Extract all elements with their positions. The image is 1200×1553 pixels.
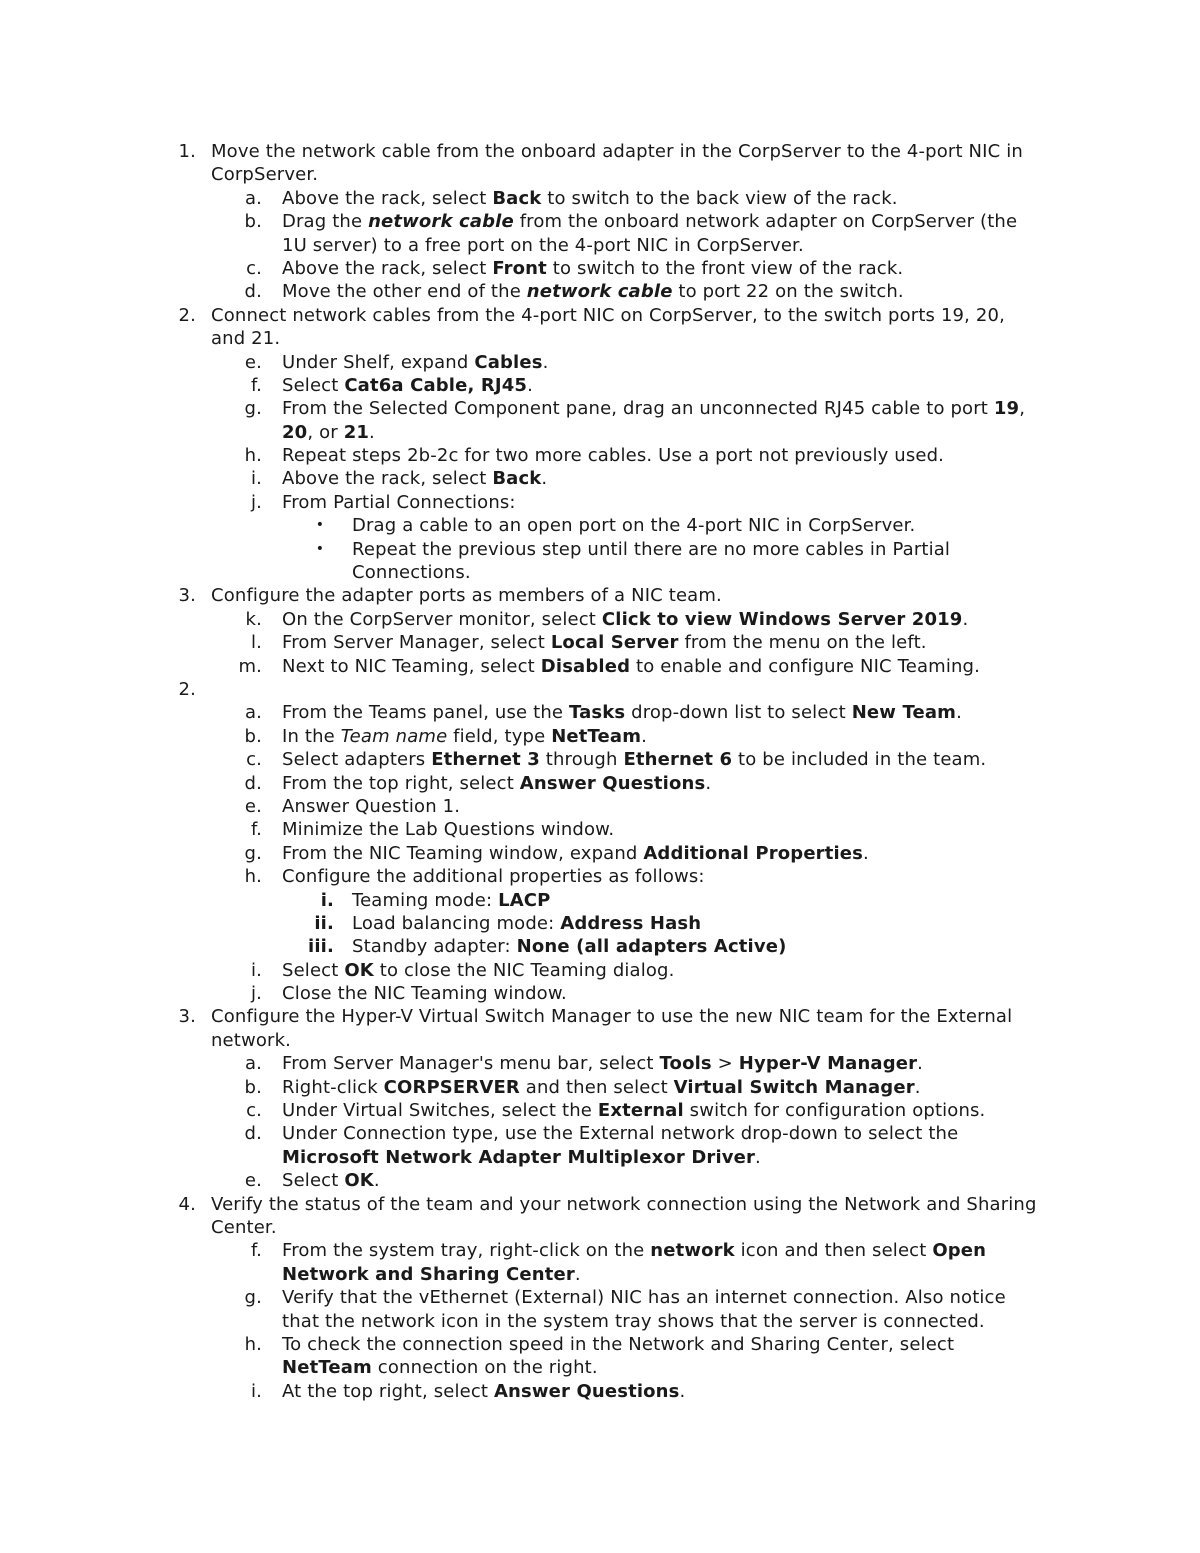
instruction-text: [282, 491, 516, 514]
bold-term: network cable: [526, 281, 673, 303]
list-marker: 1.: [178, 141, 196, 162]
text-run: icon and then select: [734, 1240, 933, 1262]
text-run: Above the rack, select: [282, 468, 493, 490]
instruction-line: [0, 584, 1200, 607]
text-run: Move the network cable from the onboard adapter in the CorpServer to the 4-port NIC in: [211, 141, 1023, 162]
bold-term: Ethernet 3: [431, 749, 540, 771]
list-marker: g.: [244, 398, 262, 420]
text-run: that the network icon in the system tray shows that the server is connected.: [282, 1310, 985, 1332]
bold-term: Address Hash: [560, 912, 702, 934]
text-run: ,: [1019, 398, 1026, 420]
text-run: From Server Manager, select: [282, 632, 551, 654]
list-marker: g.: [244, 842, 262, 864]
text-run: .: [917, 1053, 924, 1075]
instruction-line: [0, 1099, 1200, 1122]
instruction-line: [0, 1263, 1200, 1286]
list-marker: m.: [238, 655, 262, 677]
text-run: Standby adapter:: [352, 936, 517, 958]
text-run: From the Teams panel, use the: [282, 702, 569, 724]
instruction-text: [211, 327, 280, 350]
bold-term: Virtual Switch Manager: [673, 1076, 915, 1098]
list-marker: f.: [250, 819, 262, 841]
instruction-line: [0, 257, 1200, 280]
instruction-text: [352, 561, 471, 584]
instruction-text: [282, 1380, 685, 1403]
instruction-line: [0, 725, 1200, 748]
list-marker: i.: [250, 959, 262, 981]
text-run: Verify the status of the team and your network connection using the Network and Sharing: [211, 1193, 1037, 1215]
instruction-text: [282, 1356, 598, 1379]
text-run: Above the rack, select: [282, 187, 493, 209]
text-run: Connections.: [352, 562, 471, 584]
instruction-text: [282, 187, 898, 210]
instruction-line: [0, 1380, 1200, 1403]
text-run: from the onboard network adapter on CorpServer (the: [513, 211, 1018, 233]
instruction-text: [282, 959, 675, 982]
instruction-line: [0, 280, 1200, 303]
instruction-text: [282, 655, 980, 678]
bold-term: NetTeam: [551, 725, 642, 747]
text-run: Drag the: [282, 211, 369, 233]
instruction-text: [282, 842, 869, 865]
text-run: CorpServer.: [211, 164, 319, 186]
text-run: >: [711, 1053, 739, 1075]
text-run: and then select: [519, 1076, 674, 1098]
instruction-text: [282, 1076, 921, 1099]
bold-term: None (all adapters Active): [516, 936, 787, 958]
list-marker: k.: [245, 608, 262, 630]
instruction-text: [211, 1029, 291, 1052]
bold-term: Additional Properties: [643, 842, 864, 864]
bold-term: Click to view Windows Server 2019: [601, 608, 963, 630]
text-run: to close the NIC Teaming dialog.: [373, 959, 675, 981]
text-run: 1U server) to a free port on the 4-port NIC in CorpServer.: [282, 234, 804, 256]
list-marker: f.: [250, 374, 262, 396]
instruction-line: [0, 514, 1200, 537]
instruction-text: [282, 701, 962, 724]
instruction-text: [282, 1052, 923, 1075]
text-run: Select adapters: [282, 749, 432, 771]
text-run: At the top right, select: [282, 1380, 494, 1402]
text-run: Select: [282, 959, 345, 981]
text-run: On the CorpServer monitor, select: [282, 608, 602, 630]
list-marker: a.: [244, 702, 262, 724]
instruction-text: [282, 374, 533, 397]
list-marker: l.: [250, 632, 262, 654]
list-marker: a.: [244, 1053, 262, 1075]
instruction-text: [282, 351, 548, 374]
list-marker: 2.: [178, 678, 196, 700]
instruction-text: [282, 397, 1025, 420]
text-run: connection on the right.: [371, 1357, 598, 1379]
bold-term: network cable: [368, 211, 514, 233]
instruction-text: [282, 1333, 954, 1356]
bold-term: LACP: [498, 889, 551, 911]
text-run: to port 22 on the switch.: [672, 281, 904, 303]
instruction-text: [282, 865, 705, 888]
instruction-line: [0, 351, 1200, 374]
instruction-line: [0, 444, 1200, 467]
text-run: switch for configuration options.: [683, 1100, 986, 1122]
instruction-line: [0, 187, 1200, 210]
text-run: to be included in the team.: [732, 749, 987, 771]
text-run: Select: [282, 374, 345, 396]
list-marker: h.: [244, 866, 262, 888]
instruction-text: [352, 889, 550, 912]
text-run: Close the NIC Teaming window.: [282, 983, 567, 1005]
text-run: field, type: [447, 725, 552, 747]
bold-term: Network and Sharing Center: [282, 1263, 575, 1285]
bold-term: Cat6a Cable, RJ45: [344, 374, 528, 396]
list-marker: j.: [250, 491, 262, 513]
instruction-line: [0, 1356, 1200, 1379]
text-run: To check the connection speed in the Network and Sharing Center, select: [282, 1333, 955, 1355]
list-marker: d.: [244, 281, 262, 303]
text-run: to enable and configure NIC Teaming.: [630, 655, 980, 677]
text-run: .: [962, 608, 969, 630]
instruction-text: [211, 304, 1005, 327]
bold-term: Answer Questions: [493, 1380, 680, 1402]
instruction-line: [0, 1122, 1200, 1145]
instruction-text: [282, 1239, 986, 1262]
instruction-line: [0, 304, 1200, 327]
bold-term: Cables: [474, 351, 543, 373]
bold-term: Front: [492, 257, 547, 279]
instruction-line: [0, 1076, 1200, 1099]
bold-term: OK: [344, 1170, 374, 1192]
text-run: .: [541, 468, 548, 490]
text-run: Connect network cables from the 4-port NIC on CorpServer, to the switch ports 19, 20,: [211, 304, 1005, 326]
instruction-text: [352, 538, 950, 561]
instruction-text: [352, 514, 915, 537]
list-marker: g.: [244, 1287, 262, 1309]
instruction-line: [0, 748, 1200, 771]
bold-term: Ethernet 6: [623, 749, 733, 771]
instruction-text: [211, 140, 1023, 163]
text-run: Next to NIC Teaming, select: [282, 655, 541, 677]
bold-term: Disabled: [540, 655, 631, 677]
instruction-text: [211, 1216, 277, 1239]
instruction-line: [0, 163, 1200, 186]
list-marker: d.: [244, 772, 262, 794]
list-marker: c.: [246, 1100, 262, 1122]
text-run: .: [574, 1263, 581, 1285]
text-run: and 21.: [211, 328, 281, 350]
instruction-line: [0, 1029, 1200, 1052]
list-marker: i.: [250, 468, 262, 490]
text-run: Above the rack, select: [282, 257, 493, 279]
bold-term: 19: [993, 398, 1020, 420]
text-run: to switch to the back view of the rack.: [541, 187, 898, 209]
bold-term: 20: [282, 421, 308, 443]
instruction-text: [282, 444, 944, 467]
list-marker: iii.: [308, 936, 334, 958]
text-run: From the system tray, right-click on the: [282, 1240, 651, 1262]
text-run: Configure the Hyper-V Virtual Switch Manager to use the new NIC team for the External: [211, 1006, 1013, 1028]
instruction-line: [0, 795, 1200, 818]
instruction-line: [0, 1216, 1200, 1239]
text-run: Configure the adapter ports as members of a NIC team.: [211, 585, 722, 607]
instruction-text: [282, 1286, 1006, 1309]
instruction-line: [0, 1239, 1200, 1262]
text-run: Answer Question 1.: [282, 795, 461, 817]
bullet-marker: •: [315, 517, 325, 534]
instruction-line: [0, 234, 1200, 257]
list-marker: a.: [244, 187, 262, 209]
list-marker: h.: [244, 445, 262, 467]
bold-term: Microsoft Network Adapter Multiplexor Driver: [282, 1146, 756, 1168]
list-marker: i.: [250, 1380, 262, 1402]
text-run: From Partial Connections:: [282, 491, 516, 513]
list-marker: j.: [250, 983, 262, 1005]
bold-term: 21: [343, 421, 370, 443]
instruction-line: [0, 865, 1200, 888]
text-run: Right-click: [282, 1076, 384, 1098]
instruction-line: [0, 140, 1200, 163]
bold-term: Back: [492, 187, 542, 209]
list-marker: b.: [244, 725, 262, 747]
instruction-line: [0, 1146, 1200, 1169]
text-run: Select: [282, 1170, 345, 1192]
text-run: From the top right, select: [282, 772, 520, 794]
instruction-line: [0, 491, 1200, 514]
list-marker: e.: [244, 1170, 262, 1192]
instruction-line: [0, 1310, 1200, 1333]
instruction-text: [282, 421, 375, 444]
instruction-text: [282, 210, 1017, 233]
instruction-line: [0, 467, 1200, 490]
text-run: drop-down list to select: [625, 702, 852, 724]
instruction-line: [0, 421, 1200, 444]
instruction-text: [282, 1099, 985, 1122]
instruction-line: [0, 935, 1200, 958]
text-run: Verify that the vEthernet (External) NIC has an internet connection. Also notice: [282, 1287, 1006, 1309]
list-marker: b.: [244, 1076, 262, 1098]
text-run: Minimize the Lab Questions window.: [282, 819, 615, 841]
list-marker: b.: [244, 211, 262, 233]
text-run: Configure the additional properties as follows:: [282, 866, 705, 888]
list-marker: c.: [246, 749, 262, 771]
instruction-text: [282, 1169, 380, 1192]
instruction-line: [0, 608, 1200, 631]
instruction-line: [0, 678, 1200, 701]
text-run: .: [542, 351, 549, 373]
bullet-marker: •: [315, 540, 325, 557]
text-run: From the Selected Component pane, drag an unconnected RJ45 cable to port: [282, 398, 994, 420]
bold-term: Open: [932, 1240, 987, 1262]
instruction-line: [0, 327, 1200, 350]
instruction-line: [0, 842, 1200, 865]
text-run: .: [527, 374, 533, 396]
list-marker: 2.: [178, 304, 196, 326]
list-marker: h.: [244, 1333, 262, 1355]
text-run: .: [369, 421, 375, 443]
list-marker: f.: [250, 1240, 262, 1262]
list-marker: e.: [244, 795, 262, 817]
instruction-text: [211, 1193, 1037, 1216]
text-run: Repeat the previous step until there are no more cables in Partial: [352, 538, 951, 560]
instruction-text: [282, 795, 460, 818]
text-run: .: [373, 1170, 380, 1192]
instruction-text: [211, 1005, 1012, 1028]
text-run: .: [914, 1076, 921, 1098]
text-run: Drag a cable to an open port on the 4-port NIC in CorpServer.: [352, 515, 916, 537]
instruction-text: [282, 748, 986, 771]
bold-term: Local Server: [550, 632, 679, 654]
instruction-text: [282, 257, 903, 280]
bold-term: Tasks: [568, 702, 626, 724]
bold-term: Hyper-V Manager: [738, 1053, 918, 1075]
instruction-text: [282, 772, 711, 795]
bold-term: Tools: [659, 1053, 712, 1075]
instruction-text: [282, 1146, 761, 1169]
text-run: Move the other end of the: [282, 281, 527, 303]
text-run: network.: [211, 1029, 292, 1051]
text-run: Center.: [211, 1216, 277, 1238]
text-run: through: [539, 749, 624, 771]
text-run: From Server Manager's menu bar, select: [282, 1053, 660, 1075]
instruction-line: [0, 210, 1200, 233]
instruction-text: [282, 725, 647, 748]
list-marker: d.: [244, 1123, 262, 1145]
instruction-text: [282, 1263, 581, 1286]
instruction-line: [0, 561, 1200, 584]
bold-term: Back: [492, 468, 542, 490]
instruction-line: [0, 1193, 1200, 1216]
document-page: [0, 140, 1200, 1403]
instruction-text: [282, 280, 904, 303]
instruction-text: [282, 818, 614, 841]
instruction-line: [0, 959, 1200, 982]
text-run: Under Shelf, expand: [282, 351, 475, 373]
list-marker: c.: [246, 257, 262, 279]
instruction-text: [282, 234, 804, 257]
instruction-line: [0, 701, 1200, 724]
text-run: .: [755, 1146, 761, 1168]
instruction-line: [0, 982, 1200, 1005]
text-run: Load balancing mode:: [352, 912, 561, 934]
text-run: from the menu on the left.: [678, 632, 927, 654]
bold-term: Answer Questions: [519, 772, 706, 794]
instruction-line: [0, 912, 1200, 935]
instruction-line: [0, 397, 1200, 420]
list-marker: ii.: [314, 912, 334, 934]
text-run: .: [641, 725, 647, 747]
bold-term: NetTeam: [282, 1357, 372, 1379]
instruction-text: [282, 608, 968, 631]
italic-term: Team name: [340, 725, 448, 747]
bold-term: External: [597, 1100, 684, 1122]
instruction-text: [282, 467, 547, 490]
instruction-text: [282, 631, 927, 654]
text-run: to switch to the front view of the rack.: [546, 257, 904, 279]
instruction-line: [0, 631, 1200, 654]
list-marker: 4.: [178, 1193, 196, 1215]
instruction-line: [0, 818, 1200, 841]
text-run: .: [863, 842, 869, 864]
list-marker: 3.: [178, 585, 196, 607]
text-run: Under Virtual Switches, select the: [282, 1100, 598, 1122]
bold-term: CORPSERVER: [383, 1076, 520, 1098]
text-run: Teaming mode:: [352, 889, 499, 911]
text-run: .: [705, 772, 712, 794]
instruction-line: [0, 1286, 1200, 1309]
instruction-text: [211, 584, 722, 607]
text-run: From the NIC Teaming window, expand: [282, 842, 644, 864]
bold-term: OK: [344, 959, 374, 981]
list-marker: i.: [320, 889, 334, 911]
instruction-line: [0, 655, 1200, 678]
instruction-line: [0, 374, 1200, 397]
bold-term: New Team: [851, 702, 957, 724]
instruction-text: [352, 935, 787, 958]
list-marker: e.: [244, 351, 262, 373]
text-run: Under Connection type, use the External network drop-down to select the: [282, 1123, 959, 1145]
instruction-line: [0, 1005, 1200, 1028]
instruction-text: [282, 982, 567, 1005]
instruction-line: [0, 772, 1200, 795]
instruction-text: [211, 163, 318, 186]
instruction-line: [0, 1169, 1200, 1192]
instruction-line: [0, 538, 1200, 561]
bold-term: network: [650, 1240, 735, 1262]
text-run: In the: [282, 725, 341, 747]
text-run: , or: [307, 421, 344, 443]
instruction-text: [282, 1310, 985, 1333]
text-run: Repeat steps 2b-2c for two more cables. Use a port not previously used.: [282, 445, 945, 467]
instruction-line: [0, 1052, 1200, 1075]
instruction-text: [352, 912, 701, 935]
instruction-line: [0, 889, 1200, 912]
instruction-line: [0, 1333, 1200, 1356]
text-run: .: [956, 702, 962, 724]
text-run: .: [679, 1380, 686, 1402]
instruction-text: [282, 1122, 958, 1145]
list-marker: 3.: [178, 1006, 196, 1028]
